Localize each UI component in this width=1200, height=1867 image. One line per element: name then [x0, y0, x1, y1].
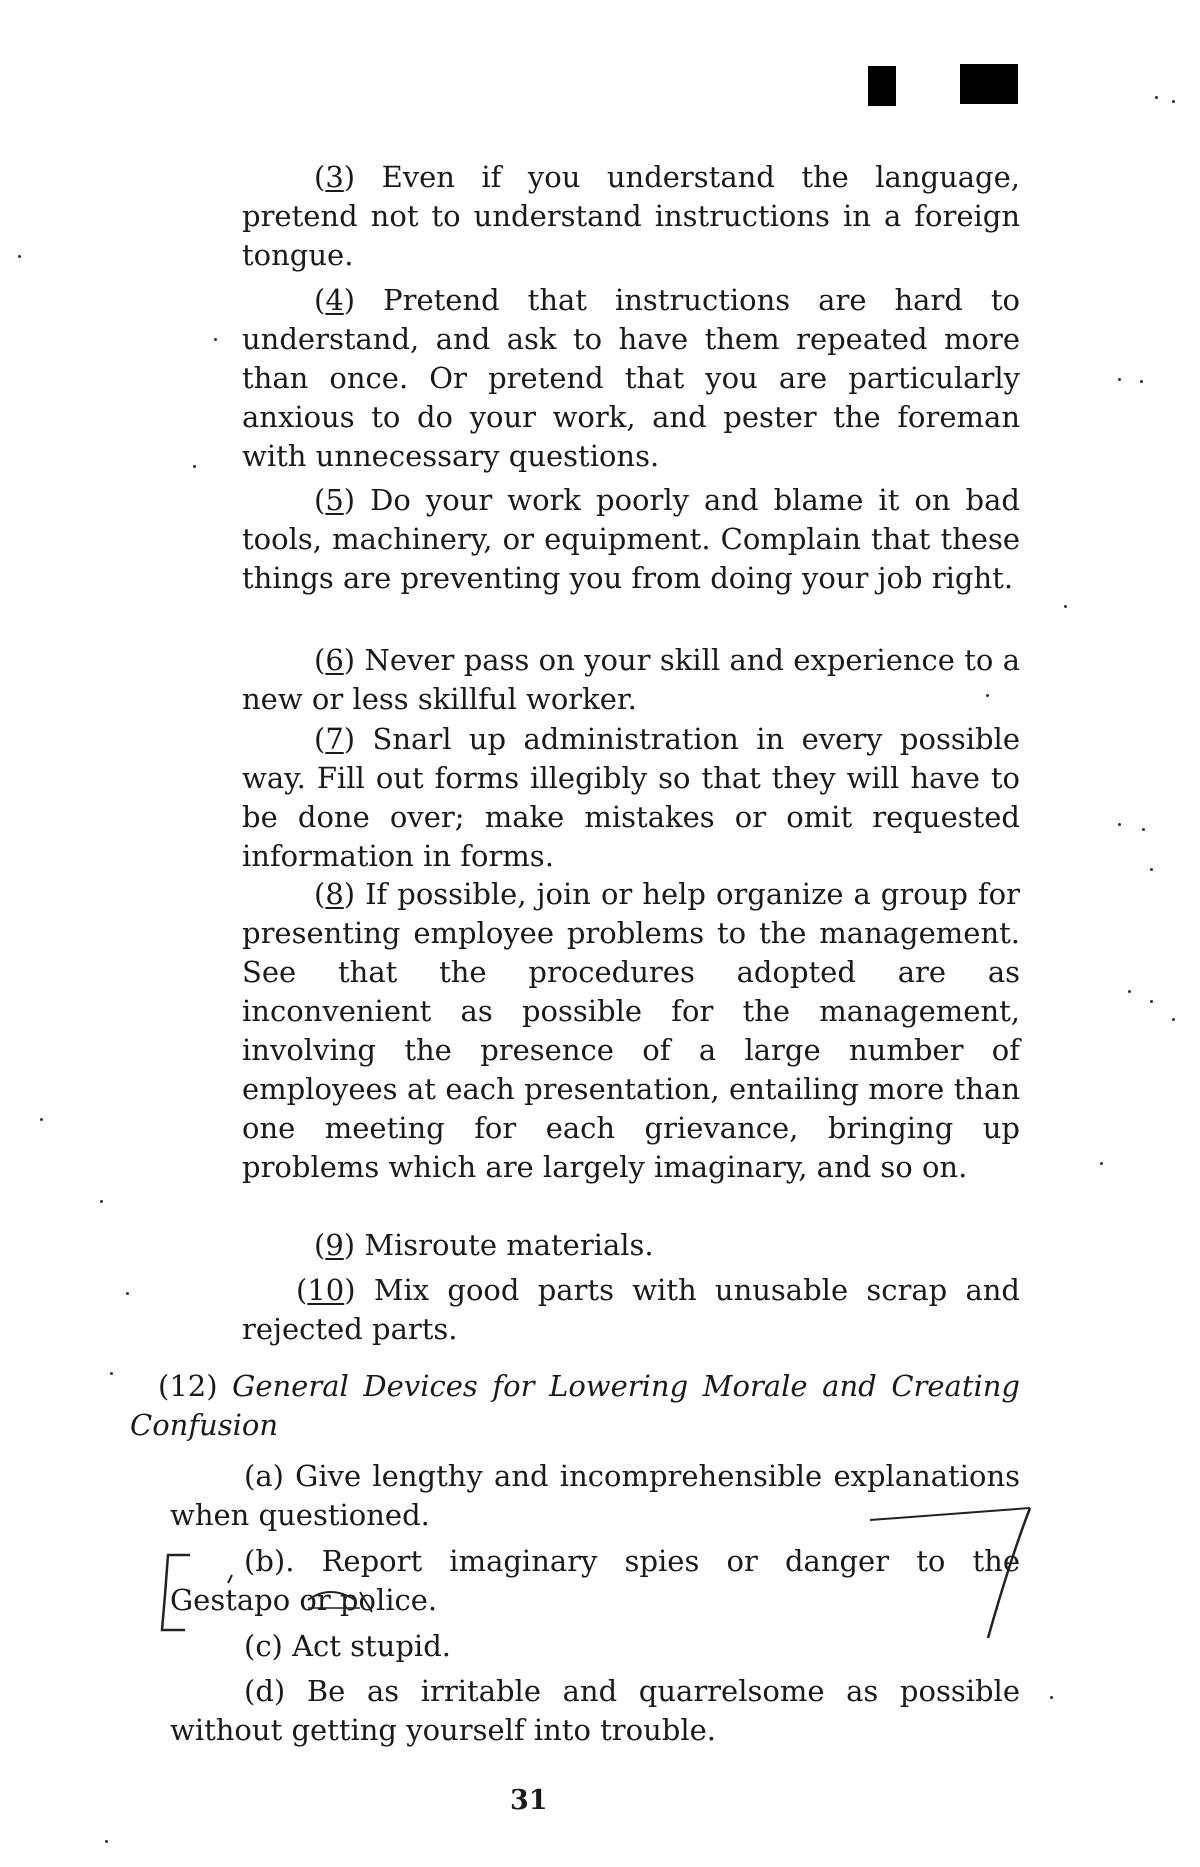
list-item: (4) Pretend that instructions are hard to understand, and ask to have them repeated more than once. Or pretend that you are particularly anxious to do your work, and pester the foreman with unnecessary questions.	[242, 283, 1020, 473]
section-title: General Devices for Lowering Morale and Creating Confusion	[130, 1369, 1020, 1442]
sub-item: (a) Give lengthy and incomprehensible explanations when questioned.	[170, 1459, 1021, 1532]
sub-item: (c) Act stupid.	[244, 1629, 451, 1663]
page-number: 31	[510, 1785, 548, 1816]
list-item: (3) Even if you understand the language, pretend not to understand instructions in a foreign tongue.	[242, 160, 1020, 272]
list-item: (8) If possible, join or help organize a group for presenting employee problems to the management. See that the procedures adopted are as inconvenient as possible for the management, involving the presence of a large number of employees at each presentation, entailing more than one meeting for each grievance, bringing up problems which are largely imaginary, and so on.	[242, 877, 1020, 1184]
list-item: (9) Misroute materials.	[314, 1228, 654, 1262]
list-item: (10) Mix good parts with unusable scrap and rejected parts.	[242, 1273, 1020, 1346]
sub-item: (d) Be as irritable and quarrelsome as possible without getting yourself into trouble.	[170, 1674, 1020, 1747]
list-item: (5) Do your work poorly and blame it on bad tools, machinery, or equipment. Complain that these things are preventing you from doing your job right.	[242, 483, 1020, 595]
redaction-block-left	[868, 66, 896, 106]
redaction-block-right	[960, 64, 1018, 104]
section-number: (12)	[158, 1369, 218, 1403]
handwritten-edit-marks	[150, 1500, 1050, 1650]
section-heading	[130, 1367, 1020, 1445]
list-item: (6) Never pass on your skill and experience to a new or less skillful worker.	[242, 643, 1020, 716]
list-item: (7) Snarl up administration in every possible way. Fill out forms illegibly so that they will have to be done over; make mistakes or omit requested information in forms.	[242, 722, 1020, 873]
sub-item: (b). Report imaginary spies or danger to the Gestapo or police.	[170, 1544, 1021, 1617]
